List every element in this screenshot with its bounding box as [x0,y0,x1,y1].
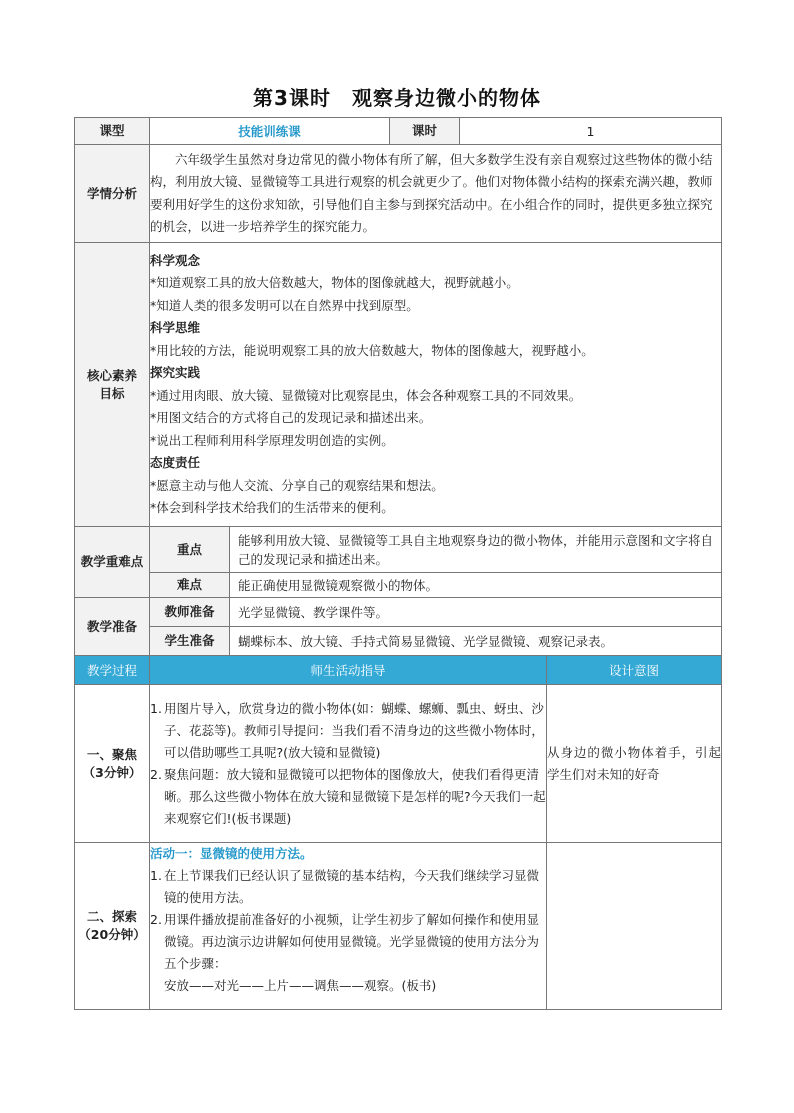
key-label: 教学重难点 [75,527,150,598]
difficulty-text: 能正确使用显微镜观察微小的物体。 [230,573,722,598]
stage-focus-activities [150,685,547,843]
teacher-prep-text: 光学显微镜、教学课件等。 [230,598,722,627]
core-item: *体会到科学技术给我们的生活带来的便利。 [150,500,394,515]
stage-focus-design: 从身边的微小物体着手，引起学生们对未知的好奇 [547,685,722,843]
stage-focus-name: 一、聚焦 [86,746,137,762]
core-item: *知道观察工具的放大倍数越大，物体的图像就越大，视野就越小。 [150,275,519,290]
list-number: 2. [150,912,162,927]
stage-focus-label [75,685,150,843]
process-header-activity: 师生活动指导 [150,656,547,685]
stage-explore-activities [150,843,547,1010]
key-point-row [75,527,722,573]
analysis-label: 学情分析 [75,145,150,243]
student-prep-row [75,627,722,656]
stage-focus-time: （3分钟） [82,764,142,780]
period-value: 1 [460,118,722,145]
list-text: 用课件播放提前准备好的小视频，让学生初步了解如何操作和使用显微镜。再边演示边讲解如何使用显微镜。光学显微镜的使用方法分为五个步骤： [164,912,540,971]
core-heading: 态度责任 [150,455,201,470]
core-heading: 探究实践 [150,365,201,380]
stage-explore-label [75,843,150,1010]
process-header-row [75,656,722,685]
key-point-label: 重点 [150,527,230,573]
lesson-type-value: 技能训练课 [150,118,390,145]
core-item: *通过用肉眼、放大镜、显微镜对比观察昆虫，体会各种观察工具的不同效果。 [150,387,582,403]
list-number: 1. [150,868,162,883]
analysis-text: 六年级学生虽然对身边常见的微小物体有所了解，但大多数学生没有亲自观察过这些物体的微小结构，利用放大镜、显微镜等工具进行观察的机会就更少了。他们对物体微小结构的探索充满兴趣，教师要利用好学生的这份求知欲，引导他们自主参与到探究活动中。在小组合作的同时，提供更多独立探究的机会，以进一步培养学生的探究能力。 [150,145,722,243]
lesson-plan-table [74,117,722,1010]
student-prep-label: 学生准备 [150,627,230,656]
difficulty-label: 难点 [150,573,230,598]
steps-line [150,975,546,997]
stage-explore-design [547,843,722,1010]
lesson-type-label: 课型 [75,118,150,145]
process-header-design: 设计意图 [547,656,722,685]
core-item: *说出工程师利用科学原理发明创造的实例。 [150,432,394,448]
core-heading: 科学思维 [150,320,201,335]
core-row [75,243,722,527]
prep-label: 教学准备 [75,598,150,656]
core-item: *用图文结合的方式将自己的发现记录和描述出来。 [150,410,432,425]
list-number: 1. [150,700,162,716]
core-heading: 科学观念 [150,252,201,268]
steps-text: 安放——对光——上片——调焦——观察。(板书) [164,978,437,993]
stage-focus-row [75,685,722,843]
activity-title: 活动一：显微镜的使用方法。 [150,846,313,861]
list-item [150,698,546,764]
core-label-line2: 目标 [99,385,125,401]
core-label-line1: 核心素养 [86,367,137,383]
list-item [150,909,546,975]
stage-explore-row [75,843,722,1010]
list-item [150,764,546,830]
list-text: 聚焦问题：放大镜和显微镜可以把物体的图像放大，使我们看得更清晰。那么这些微小物体在放大镜和显微镜下是怎样的呢?今天我们一起来观察它们!(板书课题) [164,766,546,826]
list-text: 用图片导入，欣赏身边的微小物体(如：蝴蝶、螺蛳、瓢虫、蚜虫、沙子、花蕊等)。教师引导提问：当我们看不清身边的这些微小物体时，可以借助哪些工具呢?(放大镜和显微镜) [164,700,544,760]
core-label [75,243,150,527]
key-point-text: 能够利用放大镜、显微镜等工具自主地观察身边的微小物体，并能用示意图和文字将自己的发现记录和描述出来。 [230,527,722,573]
teacher-prep-row [75,598,722,627]
lesson-type-row [75,118,722,145]
process-header-stage: 教学过程 [75,656,150,685]
stage-explore-name: 二、探索 [86,909,137,924]
analysis-row [75,145,722,243]
student-prep-text: 蝴蝶标本、放大镜、手持式简易显微镜、光学显微镜、观察记录表。 [230,627,722,656]
difficulty-row [75,573,722,598]
core-item: *知道人类的很多发明可以在自然界中找到原型。 [150,297,419,313]
period-label: 课时 [390,118,460,145]
teacher-prep-label: 教师准备 [150,598,230,627]
core-item: *愿意主动与他人交流、分享自己的观察结果和想法。 [150,477,444,493]
core-item: *用比较的方法，能说明观察工具的放大倍数越大，物体的图像越大，视野越小。 [150,342,594,358]
stage-explore-time: （20分钟） [78,927,146,942]
list-text: 在上节课我们已经认识了显微镜的基本结构，今天我们继续学习显微镜的使用方法。 [164,868,540,905]
page-title: 第3课时 观察身边微小的物体 [253,86,541,110]
list-number: 2. [150,766,162,782]
core-content [150,243,722,527]
list-item [150,865,546,909]
